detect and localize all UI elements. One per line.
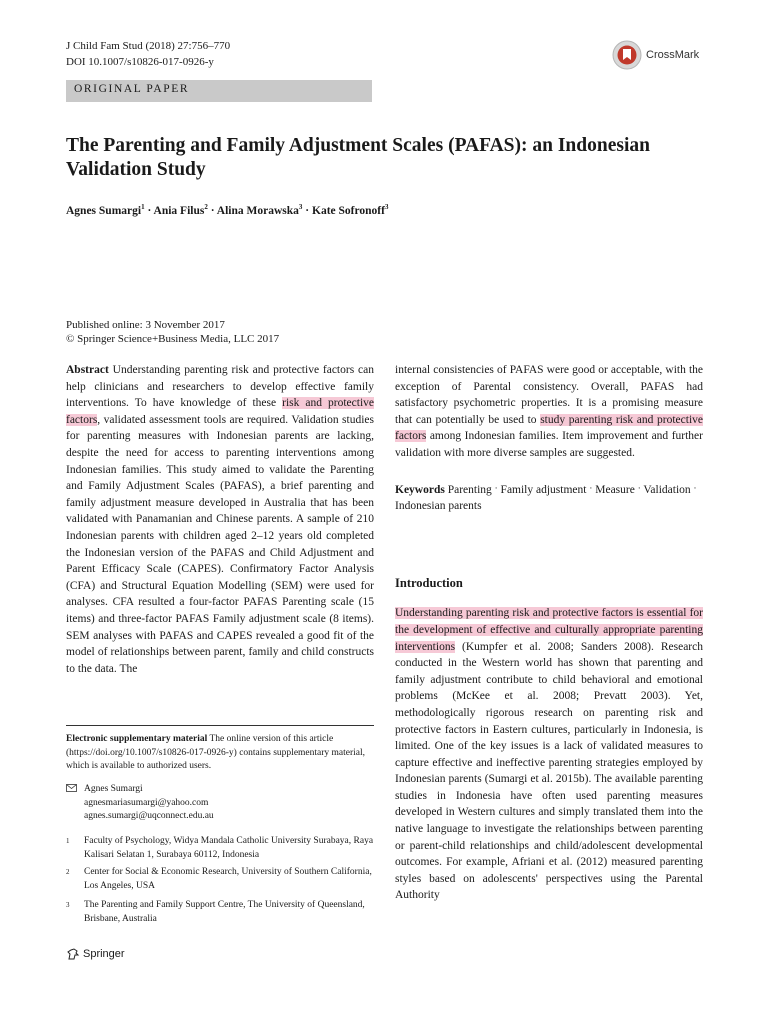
highlighted-text[interactable]: Understanding parenting risk and protective factors is essential for the development of effective and culturally appropriate parenting interventions — [395, 607, 703, 653]
journal-citation: J Child Fam Stud (2018) 27:756–770 — [66, 40, 231, 52]
publication-info — [66, 318, 279, 346]
keyword[interactable]: Parenting — [447, 483, 492, 496]
affiliation-number: 2 — [66, 868, 70, 876]
springer-horse-icon — [66, 947, 80, 961]
affiliation-text: Center for Social & Economic Research, University of Southern California, Los Angeles, USA — [84, 867, 372, 891]
abstract-label: Abstract — [66, 364, 109, 376]
abstract-text: , validated assessment tools are required. Validation studies for parenting measures with Indonesian parents are lacking, despite the need for access to parenting interventions among Indonesian families. This study aimed to validate the Parenting and Family Adjustment Scales (PAFAS), a brief parenting and family adjustment measure developed in Australia that has been validated with Panamanian and Chinese parents. A sample of 210 Indonesian parents with children aged 2–12 years old completed the Indonesian version of the PAFAS and Child Adjustment and Parent Efficacy Scale (CAPES). Confirmatory Factor Analysis (CFA) and Structural Equation Modelling (SEM) were used for analyses. CFA resulted a four-factor PAFAS Parenting scale (15 items) and three-factor PAFAS Family adjustment scale (8 items). SEM analyses with PAFAS and CAPES revealed a good fit of the model of relationships between parent, family and child constructs to the data. The — [66, 413, 374, 675]
author-list — [66, 203, 388, 217]
crossmark-icon — [612, 40, 642, 70]
esm-text[interactable]: The online version of this article (https://doi.org/10.1007/s10826-017-0926-y) contains supplementary material, which is available to authorized users. — [66, 734, 366, 771]
article-type-label: ORIGINAL PAPER — [74, 83, 190, 95]
affiliation — [66, 899, 374, 926]
keyword-separator: · — [589, 482, 593, 493]
affiliation-text: The Parenting and Family Support Centre, The University of Queensland, Brisbane, Australia — [84, 900, 365, 924]
highlighted-text[interactable]: study parenting risk and protective factors — [395, 413, 704, 443]
keyword[interactable]: Family adjustment — [500, 483, 587, 496]
affiliation-number: 1 — [66, 837, 70, 845]
highlighted-text[interactable]: risk and protective factors — [66, 397, 374, 426]
right-column — [395, 362, 703, 904]
author-affiliation-mark: 1 — [141, 203, 145, 211]
abstract-text: among Indonesian families. Item improvement and further validation with more diverse samples are suggested. — [395, 430, 703, 459]
author-name[interactable]: Ania Filus — [153, 204, 205, 217]
keyword-separator: · — [693, 482, 697, 493]
copyright: © Springer Science+Business Media, LLC 2017 — [66, 333, 280, 345]
author-name[interactable]: Agnes Sumargi — [66, 204, 142, 217]
keyword-separator: · — [494, 482, 498, 493]
author-separator: · — [302, 204, 312, 217]
author-name[interactable]: Alina Morawska — [216, 204, 299, 217]
journal-info — [66, 38, 230, 70]
keyword[interactable]: Measure — [595, 483, 635, 496]
author-affiliation-mark: 2 — [204, 203, 208, 211]
keyword-separator: · — [637, 482, 641, 493]
crossmark-badge[interactable] — [612, 40, 699, 70]
introduction-heading: Introduction — [395, 575, 463, 590]
abstract-continuation — [395, 362, 703, 462]
email-link[interactable]: agnesmariasumargi@yahoo.com — [84, 797, 209, 808]
affiliation-number: 3 — [66, 901, 70, 909]
crossmark-label: CrossMark — [646, 49, 700, 61]
paper-title: The Parenting and Family Adjustment Scales (PAFAS): an Indonesian Validation Study — [66, 135, 650, 180]
article-type-banner — [66, 80, 372, 102]
corresponding-author: Agnes Sumargi — [84, 784, 143, 794]
affiliation — [66, 835, 374, 862]
keyword[interactable]: Validation — [643, 483, 691, 496]
doi: DOI 10.1007/s10826-017-0926-y — [66, 56, 214, 68]
abstract-text: internal consistencies of PAFAS were good or acceptable, with the exception of Parental consistency. Overall, PAFAS had satisfactory psychometric properties. It is a promising measure that can potentially be used to — [395, 364, 703, 426]
author-separator: · — [144, 204, 154, 217]
author-affiliation-mark: 3 — [384, 203, 389, 211]
author-affiliation-mark: 3 — [298, 203, 303, 211]
affiliation — [66, 866, 374, 893]
abstract-text: Understanding parenting risk and protective factors can help clinicians and researchers to develop effective family interventions. To have knowledge of these — [66, 364, 375, 410]
esm-note — [66, 733, 374, 774]
author-separator: · — [207, 204, 217, 217]
author-name[interactable]: Kate Sofronoff — [312, 204, 385, 217]
keyword[interactable]: Indonesian parents — [395, 500, 482, 513]
email-link[interactable]: agnes.sumargi@uqconnect.edu.au — [84, 811, 214, 821]
envelope-icon — [66, 783, 84, 824]
keywords-label: Keywords — [395, 483, 445, 496]
publisher-footer — [66, 947, 125, 961]
affiliation-text: Faculty of Psychology, Widya Mandala Catholic University Surabaya, Raya Kalisari Selatan 1, Surabaya 60112, Indonesia — [84, 836, 374, 860]
keywords — [395, 480, 703, 515]
correspondence — [66, 783, 374, 824]
esm-label: Electronic supplementary material — [66, 734, 208, 744]
footnote-divider — [66, 725, 374, 726]
publisher-name: Springer — [83, 948, 125, 960]
introduction-body — [395, 605, 703, 904]
published-date: Published online: 3 November 2017 — [66, 319, 225, 331]
abstract-left — [66, 362, 374, 677]
introduction-text: (Kumpfer et al. 2008; Sanders 2008). Research conducted in the Western world has shown that parenting and family adjustment contribute to child behavioral and emotional problems (McKee et al. 2008; Prevatt 2003). Yet, methodologically rigorous research on parenting risk and protective factors in Eastern cultures, particularly in Indonesia, is limited. One of the key issues is a lack of validated measures to capture effective and ineffective parenting strategies employed by Indonesian parents (Sumargi et al. 2015b). The available parenting studies in Indonesia have often used parenting measures developed in Western cultures and simply translated them into the native language to investigate the relationships between parenting or parent-child relationships and child/adolescent developmental outcomes. For example, Afriani et al. (2012) measured parenting styles based on adolescents' perspectives using the Parental Authority — [395, 640, 703, 902]
